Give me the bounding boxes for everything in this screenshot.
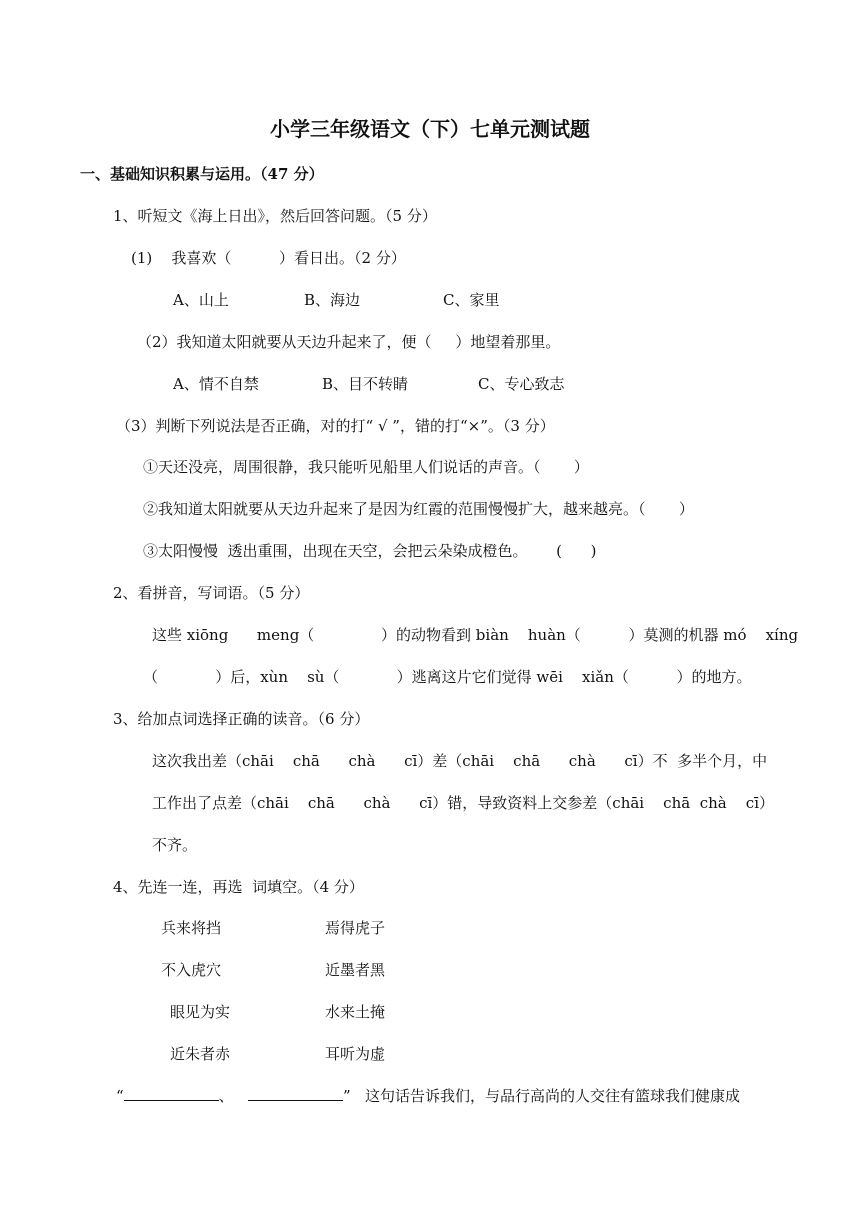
question-4-stem: 4、先连一连，再选 词填空。（4 分） [113, 878, 364, 896]
idiom-left: 不入虎穴 [161, 961, 222, 979]
question-1-sub1: (1) 我喜欢（ ）看日出。（2 分） [131, 249, 406, 267]
option-b: B、海边 [304, 291, 361, 309]
reading-line: 这次我出差（chāi chā chà cī）差（chāi chā chà cī）不 多半个月，中 [152, 752, 768, 770]
question-1-stem: 1、听短文《海上日出》，然后回答问题。（5 分） [113, 207, 437, 225]
pinyin-line: （ ）后，xùn sù（ ）逃离这片它们觉得 wēi xiǎn（ ）的地方。 [143, 668, 752, 686]
section-heading: 一、基础知识积累与运用。（47 分） [80, 165, 324, 183]
idiom-left: 眼见为实 [170, 1003, 231, 1021]
option-c: C、专心致志 [478, 375, 565, 393]
separator: 、 [218, 1087, 234, 1105]
open-quote: “ [116, 1087, 124, 1105]
question-2-stem: 2、看拼音，写词语。（5 分） [113, 584, 310, 602]
blank-1[interactable] [124, 1086, 219, 1101]
reading-line: 不齐。 [152, 836, 198, 854]
question-1-sub2: （2）我知道太阳就要从天边升起来了，便（ ）地望着那里。 [137, 333, 561, 351]
fill-in-line [116, 1086, 740, 1106]
option-a: A、情不自禁 [173, 375, 259, 393]
close-quote: ” [343, 1087, 351, 1105]
idiom-right: 近墨者黑 [325, 961, 386, 979]
option-c: C、家里 [443, 291, 500, 309]
blank-2[interactable] [248, 1086, 343, 1101]
reading-line: 工作出了点差（chāi chā chà cī）错，导致资料上交参差（chāi chā chà cī） [152, 794, 774, 812]
option-a: A、山上 [173, 291, 229, 309]
idiom-left: 兵来将挡 [161, 919, 222, 937]
idiom-left: 近朱者赤 [170, 1045, 231, 1063]
judge-item: ①天还没亮，周围很静，我只能听见船里人们说话的声音。（ ） [143, 458, 589, 476]
option-b: B、目不转睛 [322, 375, 409, 393]
pinyin-line: 这些 xiōng meng（ ）的动物看到 biàn huàn（ ）莫测的机器 mó xíng [152, 626, 799, 644]
idiom-right: 水来土掩 [325, 1003, 386, 1021]
idiom-right: 焉得虎子 [325, 919, 386, 937]
page-title: 小学三年级语文（下）七单元测试题 [270, 117, 590, 141]
judge-item: ③太阳慢慢 透出重围，出现在天空，会把云朵染成橙色。 ( ) [143, 542, 597, 560]
fill-text: 这句话告诉我们，与品行高尚的人交往有篮球我们健康成 [364, 1087, 740, 1105]
judge-item: ②我知道太阳就要从天边升起来了是因为红霞的范围慢慢扩大，越来越亮。（ ） [143, 500, 694, 518]
question-1-sub3: （3）判断下列说法是否正确，对的打“ √ ”，错的打“×”。（3 分） [116, 417, 555, 435]
question-3-stem: 3、给加点词选择正确的读音。（6 分） [113, 710, 370, 728]
idiom-right: 耳听为虚 [325, 1045, 386, 1063]
